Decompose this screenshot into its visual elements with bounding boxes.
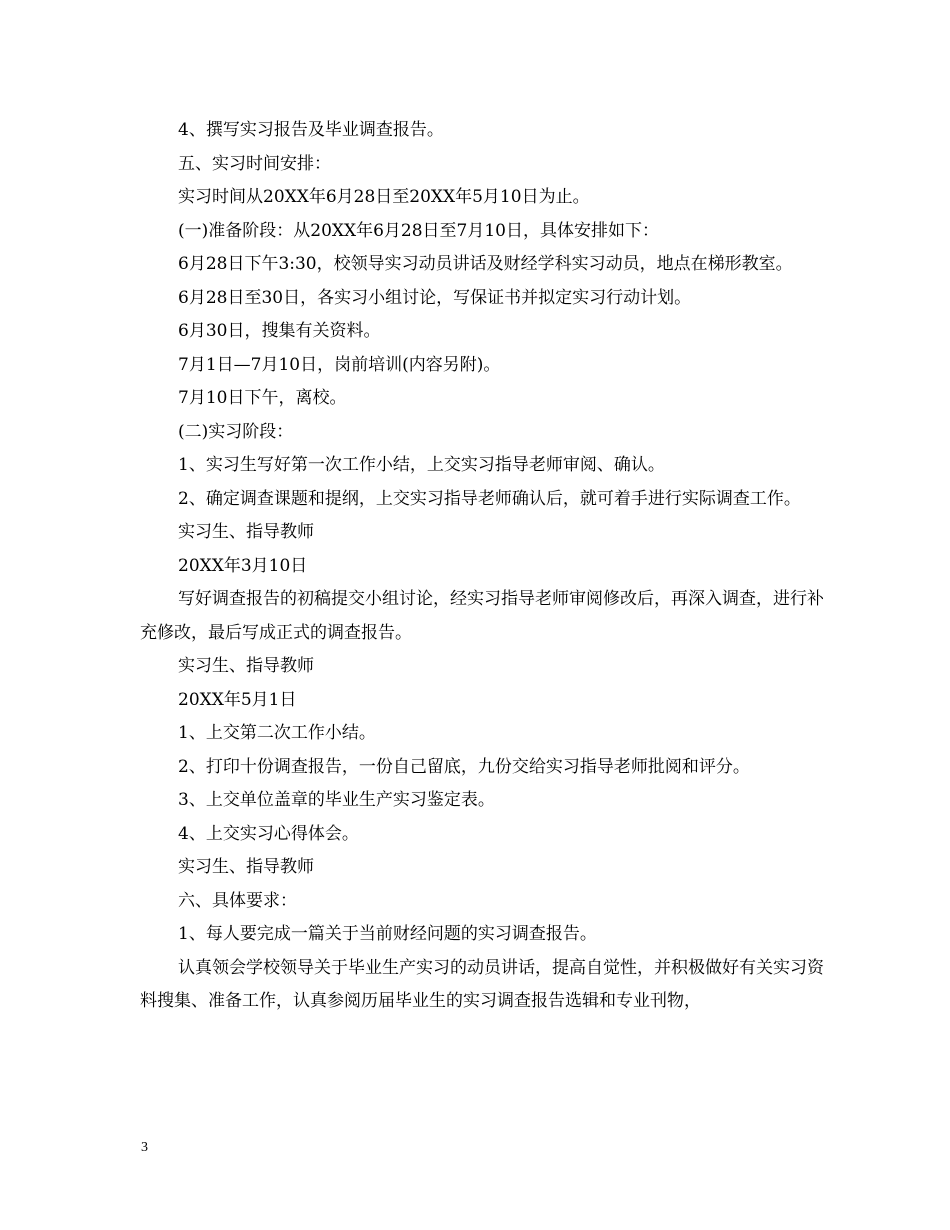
paragraph-9: 7月10日下午，离校。 bbox=[178, 388, 347, 408]
paragraph-8: 7月1日—7月10日，岗前培训(内容另附)。 bbox=[178, 354, 501, 375]
section-heading-5: 五、实习时间安排： bbox=[178, 153, 331, 174]
paragraph-20: 3、上交单位盖章的毕业生产实习鉴定表。 bbox=[178, 790, 495, 810]
date-line-1: 20XX年3月10日 bbox=[178, 555, 308, 576]
paragraph-19: 2、打印十份调查报告，一份自己留底，九份交给实习指导老师批阅和评分。 bbox=[178, 756, 750, 777]
paragraph-12: 2、确定调查课题和提纲，上交实习指导老师确认后，就可着手进行实际调查工作。 bbox=[178, 488, 801, 509]
section-heading-6: 六、具体要求： bbox=[178, 890, 297, 911]
page-number: 3 bbox=[141, 1140, 148, 1155]
subsection-heading-prep: (一)准备阶段：从20XX年6月28日至7月10日，具体安排如下： bbox=[178, 220, 659, 241]
paragraph-6: 6月28日至30日，各实习小组讨论，写保证书并拟定实习行动计划。 bbox=[178, 287, 692, 308]
paragraph-15: 写好调查报告的初稿提交小组讨论，经实习指导老师审阅修改后，再深入调查，进行补充修改，最后写成正式的调查报告。 bbox=[140, 589, 824, 643]
paragraph-3: 实习时间从20XX年6月28日至20XX年5月10日为止。 bbox=[178, 187, 590, 207]
date-line-2: 20XX年5月1日 bbox=[178, 689, 297, 710]
paragraph-24: 1、每人要完成一篇关于当前财经问题的实习调查报告。 bbox=[178, 924, 597, 944]
paragraph-22: 实习生、指导教师 bbox=[178, 857, 314, 877]
subsection-heading-internship: (二)实习阶段： bbox=[178, 421, 294, 442]
document-body bbox=[140, 114, 830, 1019]
paragraph-7: 6月30日，搜集有关资料。 bbox=[178, 321, 381, 341]
paragraph-5: 6月28日下午3:30，校领导实习动员讲话及财经学科实习动员，地点在梯形教室。 bbox=[178, 254, 793, 274]
paragraph-1: 4、撰写实习报告及毕业调查报告。 bbox=[178, 120, 444, 140]
paragraph-13: 实习生、指导教师 bbox=[178, 522, 314, 542]
paragraph-11: 1、实习生写好第一次工作小结，上交实习指导老师审阅、确认。 bbox=[178, 455, 665, 475]
paragraph-21: 4、上交实习心得体会。 bbox=[178, 823, 359, 844]
paragraph-16: 实习生、指导教师 bbox=[178, 656, 314, 676]
paragraph-18: 1、上交第二次工作小结。 bbox=[178, 723, 376, 743]
paragraph-25: 认真领会学校领导关于毕业生产实习的动员讲话，提高自觉性，并积极做好有关实习资料搜集、准备工作，认真参阅历届毕业生的实习调查报告选辑和专业刊物， bbox=[140, 957, 824, 1011]
